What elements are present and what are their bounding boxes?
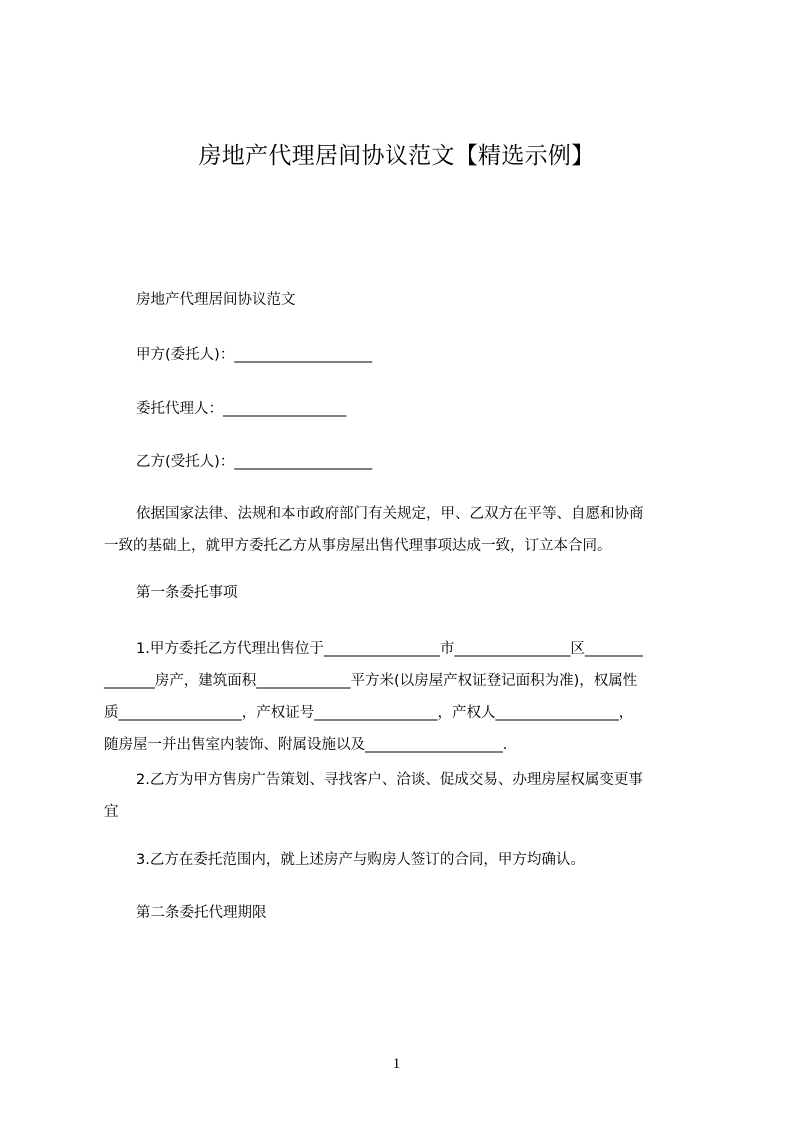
intro-paragraph bbox=[104, 498, 704, 562]
agent-line: 委托代理人：_________________ bbox=[136, 401, 347, 417]
item-1-line-1: 1.甲方委托乙方代理出售位于________________市________________区________ bbox=[136, 641, 643, 657]
item-2-line-1: 2.乙方为甲方售房广告策划、寻找客户、洽谈、促成交易、办理房屋权属变更事 bbox=[136, 772, 643, 788]
party-b-line: 乙方(受托人)：___________________ bbox=[136, 454, 373, 470]
intro-line-1: 依据国家法律、法规和本市政府部门有关规定，甲、乙双方在平等、自愿和协商 bbox=[136, 506, 644, 522]
article-2-heading: 第二条委托代理期限 bbox=[136, 905, 267, 921]
item-2-paragraph bbox=[104, 764, 704, 828]
item-1-line-4: 随房屋一并出售室内装饰、附属设施以及___________________. bbox=[104, 737, 508, 753]
item-2-line-2: 宜 bbox=[104, 804, 119, 820]
item-1-line-2: _______房产，建筑面积_____________平方米(以房屋产权证登记面积为准)，权属性 bbox=[104, 673, 638, 689]
item-1-line-3: 质_________________，产权证号_________________，产权人_________________， bbox=[104, 705, 634, 721]
document-title: 房地产代理居间协议范文【精选示例】 bbox=[198, 143, 595, 169]
document-subtitle: 房地产代理居间协议范文 bbox=[136, 292, 296, 308]
page-number: 1 bbox=[392, 1056, 401, 1072]
item-3-line: 3.乙方在委托范围内，就上述房产与购房人签订的合同，甲方均确认。 bbox=[136, 852, 585, 868]
article-1-heading: 第一条委托事项 bbox=[136, 585, 238, 601]
intro-line-2: 一致的基础上，就甲方委托乙方从事房屋出售代理事项达成一致，订立本合同。 bbox=[104, 538, 612, 554]
item-1-paragraph bbox=[104, 633, 704, 761]
party-a-line: 甲方(委托人)：___________________ bbox=[136, 347, 373, 363]
